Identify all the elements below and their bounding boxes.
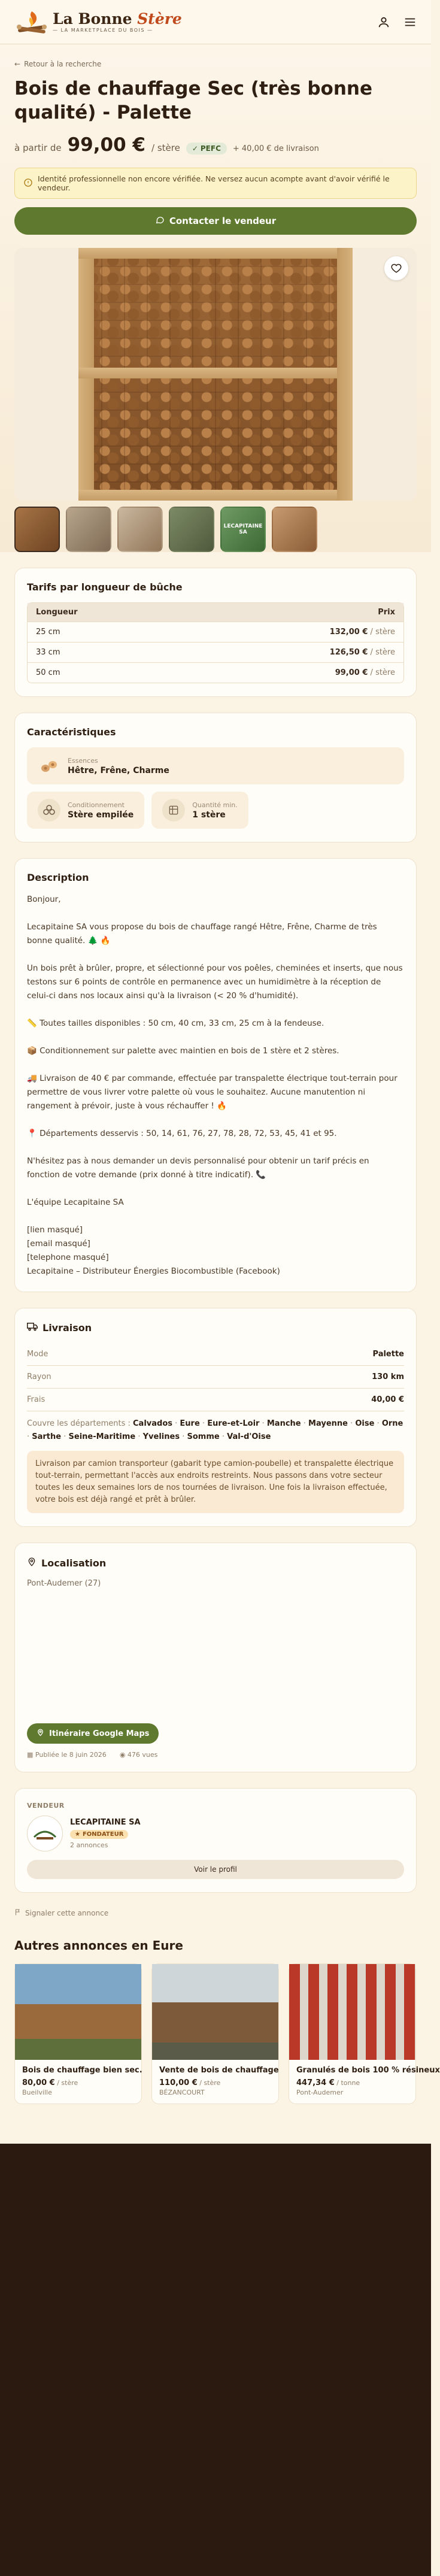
arrow-left-icon: ← bbox=[14, 60, 21, 68]
department: Yvelines bbox=[142, 1432, 180, 1441]
other-ads-title: Autres annonces en Eure bbox=[14, 1938, 183, 1953]
contact-seller-button[interactable] bbox=[14, 207, 417, 235]
location-city: Pont-Audemer (27) bbox=[27, 1579, 101, 1588]
description-p9: L'équipe Lecapitaine SA bbox=[27, 1198, 124, 1207]
logs-icon bbox=[38, 799, 60, 822]
department: Mayenne bbox=[308, 1419, 348, 1428]
row-unit: / stère bbox=[368, 628, 395, 637]
row-price: 99,00 € bbox=[335, 668, 368, 677]
delivery-key: Mode bbox=[27, 1350, 48, 1359]
price-unit: / stère bbox=[151, 143, 180, 153]
department: Eure bbox=[180, 1419, 200, 1428]
user-icon[interactable] bbox=[377, 16, 390, 29]
department: Manche bbox=[266, 1419, 301, 1428]
firewood-pallet-image bbox=[78, 248, 353, 501]
quantite-chip bbox=[151, 792, 248, 829]
department: Eure-et-Loir bbox=[207, 1419, 260, 1428]
logo-name-part2: Stère bbox=[137, 10, 182, 28]
ad-image bbox=[289, 1964, 415, 2060]
department: Calvados bbox=[133, 1419, 172, 1428]
site-footer bbox=[0, 2144, 431, 2576]
description-title: Description bbox=[27, 872, 89, 883]
row-unit: / stère bbox=[368, 648, 395, 657]
departments-list: Couvre les départements : Calvados · Eure · Eure-et-Loir · Manche · Mayenne · Oise · Orne · Sarthe · Seine-Maritime · Yvelines · Somme · Val-d'Oise bbox=[27, 1419, 403, 1441]
features-title: Caractéristiques bbox=[27, 726, 116, 738]
delivery-note: Livraison par camion transporteur (gabarit type camion-poubelle) et transpalette électrique tout-terrain, permettant l'accès aux endroits restreints. Nous passons dans votre secteur toutes les deux semaines lors de nos tournées de livraison. Une fois la livraison effectuée, votre bois est déjà rangé et prêt à brûler. bbox=[27, 1451, 404, 1513]
department: Seine-Maritime bbox=[68, 1432, 136, 1441]
seller-ads-count: 2 annonces bbox=[70, 1841, 108, 1849]
conditionnement-label: Conditionnement bbox=[68, 801, 125, 809]
logo-name-part1: La Bonne bbox=[53, 10, 138, 28]
favorite-button[interactable] bbox=[384, 256, 408, 280]
ad-price: 447,34 € bbox=[296, 2078, 335, 2087]
truck-icon bbox=[27, 1322, 38, 1334]
ad-title: Vente de bois de chauffage bbox=[159, 2066, 279, 2075]
location-card bbox=[14, 1542, 417, 1772]
photo-thumbnails bbox=[14, 507, 417, 552]
seller-card bbox=[14, 1788, 417, 1893]
site-header bbox=[0, 0, 431, 44]
ad-city: Bueilville bbox=[22, 2089, 52, 2096]
description-p8: N'hésitez pas à nous demander un devis personnalisé pour obtenir un tarif précis en fonction de votre demande (prix donné à titre indicatif). 📞 bbox=[27, 1156, 369, 1180]
ad-unit: / tonne bbox=[334, 2079, 360, 2087]
ad-card[interactable] bbox=[289, 1963, 440, 2104]
alert-text: Identité professionnelle non encore vérifiée. Ne versez aucun acompte avant d'avoir vérifié le vendeur. bbox=[38, 174, 390, 192]
thumbnail-3[interactable] bbox=[117, 507, 163, 552]
other-ads-list bbox=[14, 1963, 440, 2104]
delivery-card bbox=[14, 1308, 417, 1527]
description-p1: Bonjour, bbox=[27, 895, 61, 904]
department: Val-d'Oise bbox=[227, 1432, 271, 1441]
pefc-badge-label: PEFC bbox=[200, 144, 221, 153]
views-label: 476 vues bbox=[127, 1751, 158, 1759]
delivery-value: 40,00 € bbox=[371, 1395, 404, 1404]
listing-title: Bois de chauffage Sec (très bonne qualité) - Palette bbox=[14, 78, 372, 123]
essences-chip bbox=[27, 747, 404, 784]
description-link: [lien masqué] bbox=[27, 1225, 83, 1235]
listing-price: 99,00 € bbox=[67, 134, 145, 156]
pricing-row bbox=[28, 642, 403, 662]
back-link-label: Retour à la recherche bbox=[24, 60, 102, 68]
pricing-table-header bbox=[28, 603, 403, 622]
essences-label: Essences bbox=[68, 756, 98, 765]
delivery-row bbox=[27, 1389, 404, 1411]
thumbnail-1[interactable] bbox=[14, 507, 60, 552]
description-p5: 📦 Conditionnement sur palette avec maintien en bois de 1 stère et 2 stères. bbox=[27, 1046, 339, 1056]
thumbnail-4[interactable] bbox=[169, 507, 214, 552]
row-price: 132,00 € bbox=[329, 628, 368, 637]
report-label: Signaler cette annonce bbox=[25, 1909, 109, 1917]
delivery-key: Frais bbox=[27, 1395, 45, 1404]
menu-icon[interactable] bbox=[403, 16, 417, 29]
description-p7: 📍 Départements desservis : 50, 14, 61, 76, 27, 78, 28, 72, 53, 45, 41 et 95. bbox=[27, 1129, 337, 1138]
ad-title: Bois de chauffage bien sec. bbox=[22, 2066, 142, 2075]
location-title: Localisation bbox=[41, 1557, 107, 1569]
heart-icon bbox=[391, 263, 402, 274]
ad-unit: / stère bbox=[197, 2079, 221, 2087]
thumbnail-6[interactable] bbox=[272, 507, 317, 552]
seller-avatar[interactable] bbox=[27, 1816, 63, 1851]
departments-label: Couvre les départements : bbox=[27, 1419, 131, 1428]
eye-icon: ◉ bbox=[119, 1751, 126, 1759]
conditionnement-value: Stère empilée bbox=[68, 810, 134, 820]
delivery-key: Rayon bbox=[27, 1372, 51, 1381]
logo-fire-icon bbox=[14, 9, 49, 35]
col-price: Prix bbox=[378, 608, 395, 617]
google-maps-button[interactable] bbox=[27, 1723, 159, 1744]
google-maps-label: Itinéraire Google Maps bbox=[49, 1729, 150, 1738]
flag-icon bbox=[14, 1908, 22, 1918]
thumbnail-2[interactable] bbox=[66, 507, 111, 552]
features-card bbox=[14, 713, 417, 842]
delivery-title: Livraison bbox=[43, 1322, 92, 1334]
ad-image bbox=[15, 1964, 141, 2060]
ad-city: Pont-Audemer bbox=[296, 2089, 344, 2096]
ad-price: 110,00 € bbox=[159, 2078, 198, 2087]
department: Oise bbox=[355, 1419, 375, 1428]
logo-tagline: — LA MARKETPLACE DU BOIS — bbox=[53, 27, 153, 33]
wood-icon bbox=[38, 754, 60, 777]
contact-seller-label: Contacter le vendeur bbox=[169, 216, 277, 226]
delivery-row bbox=[27, 1366, 404, 1389]
pefc-badge bbox=[186, 143, 227, 154]
description-card bbox=[14, 858, 417, 1292]
description-p2: Lecapitaine SA vous propose du bois de chauffage rangé Hêtre, Frêne, Charme de très bonne qualité. 🌲 🔥 bbox=[27, 922, 377, 945]
department: Orne bbox=[381, 1419, 403, 1428]
founder-badge bbox=[70, 1830, 128, 1839]
published-label: Publiée le 8 juin 2026 bbox=[35, 1751, 107, 1759]
col-length: Longueur bbox=[36, 608, 78, 617]
delivery-value: Palette bbox=[372, 1350, 404, 1359]
back-link[interactable] bbox=[14, 44, 417, 77]
thumbnail-5[interactable] bbox=[220, 507, 266, 552]
ad-image bbox=[152, 1964, 278, 2060]
row-length: 33 cm bbox=[36, 648, 60, 657]
row-length: 25 cm bbox=[36, 628, 60, 637]
quantite-label: Quantité min. bbox=[192, 801, 238, 809]
main-photo[interactable] bbox=[14, 248, 417, 501]
founder-badge-label: FONDATEUR bbox=[82, 1831, 124, 1838]
ad-price: 80,00 € bbox=[22, 2078, 55, 2087]
seller-name[interactable]: LECAPITAINE SA bbox=[70, 1818, 141, 1827]
delivery-row bbox=[27, 1343, 404, 1366]
pricing-row bbox=[28, 622, 403, 642]
site-logo[interactable] bbox=[14, 9, 182, 35]
row-unit: / stère bbox=[368, 668, 395, 677]
description-p6: 🚚 Livraison de 40 € par commande, effectuée par transpalette électrique tout-terrain pour permettre de vous livrer votre palette où vous le souhaitez. Aucune manutention ni rangement à prévoir, juste à vous réchauffer ! 🔥 bbox=[27, 1074, 397, 1111]
conditionnement-chip bbox=[27, 792, 144, 829]
published-date bbox=[27, 1751, 107, 1759]
ad-card[interactable] bbox=[14, 1963, 142, 2104]
chat-icon bbox=[155, 215, 165, 227]
report-link[interactable] bbox=[14, 1908, 417, 1918]
ad-unit: / stère bbox=[54, 2079, 78, 2087]
essences-value: Hêtre, Frêne, Charme bbox=[68, 765, 169, 775]
pin-icon bbox=[27, 1556, 37, 1569]
delivery-extra: + 40,00 € de livraison bbox=[232, 144, 319, 153]
description-p3: Un bois prêt à brûler, propre, et sélectionné pour vos poêles, cheminées et inserts, que nous testons sur 6 points de contrôle en permanence avec un humidimètre à la réception de celui-ci dans nos locaux ainsi qu'à la livraison (< 20 % d'humidité). bbox=[27, 963, 403, 1001]
department: Somme bbox=[187, 1432, 220, 1441]
view-profile-button[interactable]: Voir le profil bbox=[27, 1860, 404, 1879]
description-p4: 📏 Toutes tailles disponibles : 50 cm, 40 cm, 33 cm, 25 cm à la fendeuse. bbox=[27, 1019, 324, 1028]
leaf-icon: ✓ bbox=[192, 144, 198, 153]
pricing-table bbox=[27, 602, 404, 683]
ad-title: Granulés de bois 100 % résineux bbox=[296, 2066, 440, 2075]
description-signature: Lecapitaine – Distributeur Énergies Biocombustible (Facebook) bbox=[27, 1266, 280, 1276]
warning-icon bbox=[23, 178, 33, 189]
row-length: 50 cm bbox=[36, 668, 60, 677]
row-price: 126,50 € bbox=[329, 648, 368, 657]
ad-card[interactable] bbox=[151, 1963, 279, 2104]
views-count bbox=[120, 1751, 158, 1759]
map-area[interactable] bbox=[27, 1588, 404, 1723]
price-prefix: à partir de bbox=[14, 143, 62, 153]
pricing-title: Tarifs par longueur de bûche bbox=[27, 581, 183, 593]
box-icon bbox=[162, 799, 185, 822]
pricing-row bbox=[28, 662, 403, 683]
pin-icon bbox=[37, 1728, 44, 1739]
pricing-card bbox=[14, 568, 417, 697]
department: Sarthe bbox=[32, 1432, 62, 1441]
ad-city: BÉZANCOURT bbox=[159, 2089, 205, 2096]
description-phone: [telephone masqué] bbox=[27, 1253, 109, 1262]
verification-alert bbox=[14, 168, 417, 199]
thumbnail-5-text: LECAPITAINE SA bbox=[223, 523, 263, 535]
description-email: [email masqué] bbox=[27, 1239, 90, 1248]
quantite-value: 1 stère bbox=[192, 810, 226, 820]
star-icon: ★ bbox=[75, 1831, 80, 1838]
calendar-icon: ▦ bbox=[27, 1751, 34, 1759]
delivery-value: 130 km bbox=[372, 1372, 404, 1381]
seller-label: VENDEUR bbox=[27, 1802, 65, 1810]
price-row bbox=[14, 134, 417, 156]
